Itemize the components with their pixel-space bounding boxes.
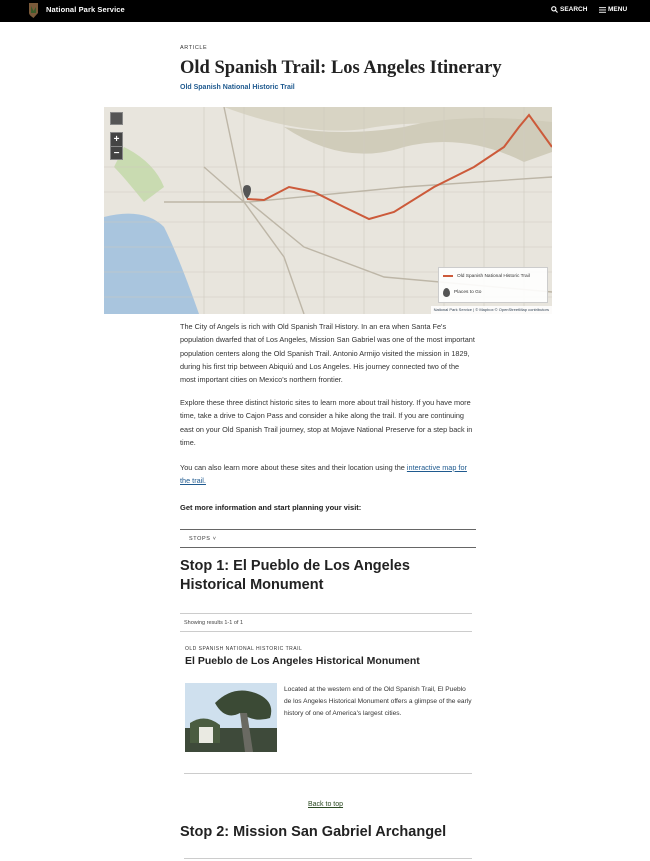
article-kicker: ARTICLE: [180, 45, 208, 51]
trail-map[interactable]: [104, 107, 552, 314]
place-pin-icon: [443, 288, 450, 297]
site-header: [0, 0, 650, 22]
divider: [184, 773, 472, 774]
card-description: Located at the western end of the Old Spanish Trail, El Pueblo de los Angeles Historical Monument offers a glimpse of the early history of one of America's largest cities.: [284, 686, 472, 717]
search-icon: [551, 6, 558, 13]
zoom-in-button[interactable]: +: [113, 134, 120, 145]
legend-item-trail: [439, 268, 547, 284]
search-label: SEARCH: [560, 6, 588, 13]
zoom-out-button[interactable]: −: [111, 146, 122, 159]
legend-label: Old Spanish National Historic Trail: [457, 273, 530, 279]
card-title-link[interactable]: El Pueblo de Los Angeles Historical Monument: [185, 655, 420, 667]
el-pueblo-photo[interactable]: [185, 683, 277, 752]
stops-dropdown[interactable]: [180, 529, 476, 548]
trail-line-icon: [443, 275, 453, 277]
nps-arrowhead-icon[interactable]: [28, 3, 39, 18]
legend-label: Places to Go: [454, 289, 482, 295]
page-title: Old Spanish Trail: Los Angeles Itinerary: [180, 58, 502, 78]
map-home-button[interactable]: [110, 112, 123, 125]
results-text: Showing results 1-1 of 1: [184, 620, 244, 626]
interactive-map-link[interactable]: interactive map for the trail.: [180, 463, 467, 486]
results-count: [180, 613, 472, 632]
menu-button[interactable]: [599, 6, 627, 13]
map-paragraph: [180, 461, 476, 488]
map-zoom-controls: [110, 132, 123, 160]
menu-label: MENU: [608, 6, 628, 13]
map-paragraph-text: You can also learn more about these sites and their location using the: [180, 463, 407, 472]
stop-2-heading: Stop 2: Mission San Gabriel Archangel: [180, 824, 447, 840]
map-legend: [438, 267, 548, 303]
tree-plaza-image: [185, 683, 277, 752]
stop-1-heading: Stop 1: El Pueblo de Los Angeles Historical Monument: [180, 558, 410, 593]
card-kicker: OLD SPANISH NATIONAL HISTORIC TRAIL: [185, 646, 303, 652]
site-brand[interactable]: National Park Service: [46, 5, 125, 14]
stops-label: STOPS ˅: [189, 536, 217, 542]
back-to-top-link[interactable]: Back to top: [308, 801, 344, 808]
search-button[interactable]: [551, 6, 587, 13]
intro-paragraph: The City of Angels is rich with Old Spanish Trail History. In an era when Santa Fe's population dwarfed that of Los Angeles, Mission San Gabriel was one of the most important population centers along the Old Spanish Trail. Antonio Armijo visited the mission in 1829, during his first trip between Abiquiú and Los Angeles. His journey connected two of the most important cities on Mexico's northern frontier.: [180, 322, 475, 385]
hamburger-icon: [599, 7, 606, 13]
parent-park-link[interactable]: Old Spanish National Historic Trail: [180, 84, 295, 91]
chevron-down-icon: ˅: [212, 536, 217, 542]
map-attribution[interactable]: National Park Service | © Mapbox © OpenStreetMap contributors: [431, 306, 552, 314]
plan-visit-heading: Get more information and start planning your visit:: [180, 503, 362, 512]
explore-paragraph: Explore these three distinct historic sites to learn more about trail history. If you have more time, take a drive to Cajon Pass and consider a hike along the trail. If you are continuing east on your Old Spanish Trail journey, stop at Mojave National Preserve for a step back in time.: [180, 398, 473, 447]
legend-item-places: [439, 284, 547, 300]
divider: [184, 858, 472, 859]
